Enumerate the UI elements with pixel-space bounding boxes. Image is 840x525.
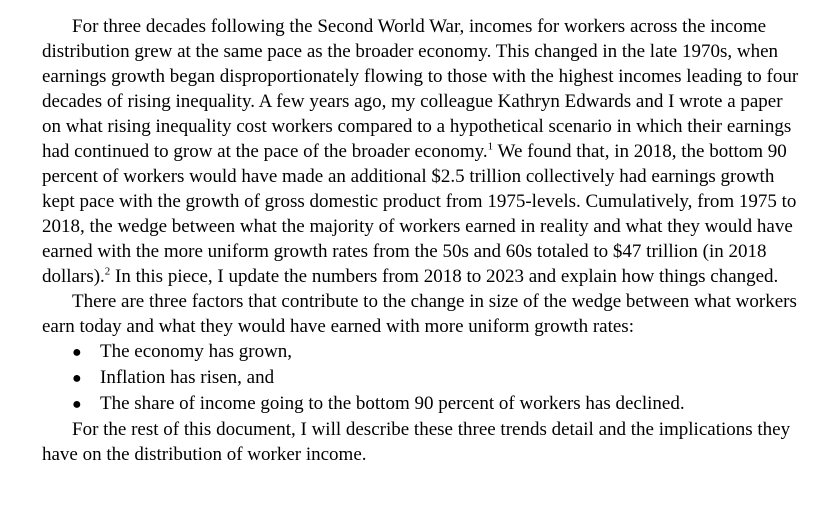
bullet-icon: ● xyxy=(72,370,82,387)
paragraph-conclusion: For the rest of this document, I will describe these three trends detail and the implications they have on the distribution of worker income. xyxy=(42,419,791,465)
footnote-ref-1[interactable]: 1 xyxy=(487,140,494,153)
factors-list xyxy=(42,339,802,417)
paragraph-intro-text-1: For three decades following the Second World War, incomes for workers across the income distribution grew at the same pace as the broader economy. This changed in the late 1970s, when earnings growth began disproportionately flowing to those with the highest incomes leading to four decades of rising inequality. A few years ago, my colleague Kathryn Edwards and I wrote a paper on what rising inequality cost workers compared to a hypothetical scenario in which their earnings had continued to grow at the pace of the broader economy. xyxy=(42,16,799,162)
paragraph-intro-text-3: In this piece, I update the numbers from 2018 to 2023 and explain how things changed. xyxy=(110,266,779,287)
list-item xyxy=(42,365,802,391)
list-item-text: Inflation has risen, and xyxy=(100,367,275,388)
list-item-text: The economy has grown, xyxy=(100,341,293,362)
bullet-icon: ● xyxy=(72,344,82,361)
list-item xyxy=(42,391,802,417)
paragraph-factors: There are three factors that contribute to the change in size of the wedge between what workers earn today and what they would have earned with more uniform growth rates: xyxy=(42,291,797,337)
paragraph-intro xyxy=(42,14,802,289)
list-item xyxy=(42,339,802,365)
footnote-ref-2[interactable]: 2 xyxy=(104,265,111,278)
list-item-text: The share of income going to the bottom 90 percent of workers has declined. xyxy=(100,393,685,414)
document-page xyxy=(42,14,802,467)
bullet-icon: ● xyxy=(72,396,82,413)
paragraph-intro-text-2: We found that, in 2018, the bottom 90 percent of workers would have made an additional $2.5 trillion collectively had earnings growth kept pace with the growth of gross domestic product from 1975-levels. Cumulatively, from 1975 to 2018, the wedge between what the majority of workers earned in reality and what they would have earned with the more uniform growth rates from the 50s and 60s totaled to $47 trillion (in 2018 dollars). xyxy=(42,141,797,287)
